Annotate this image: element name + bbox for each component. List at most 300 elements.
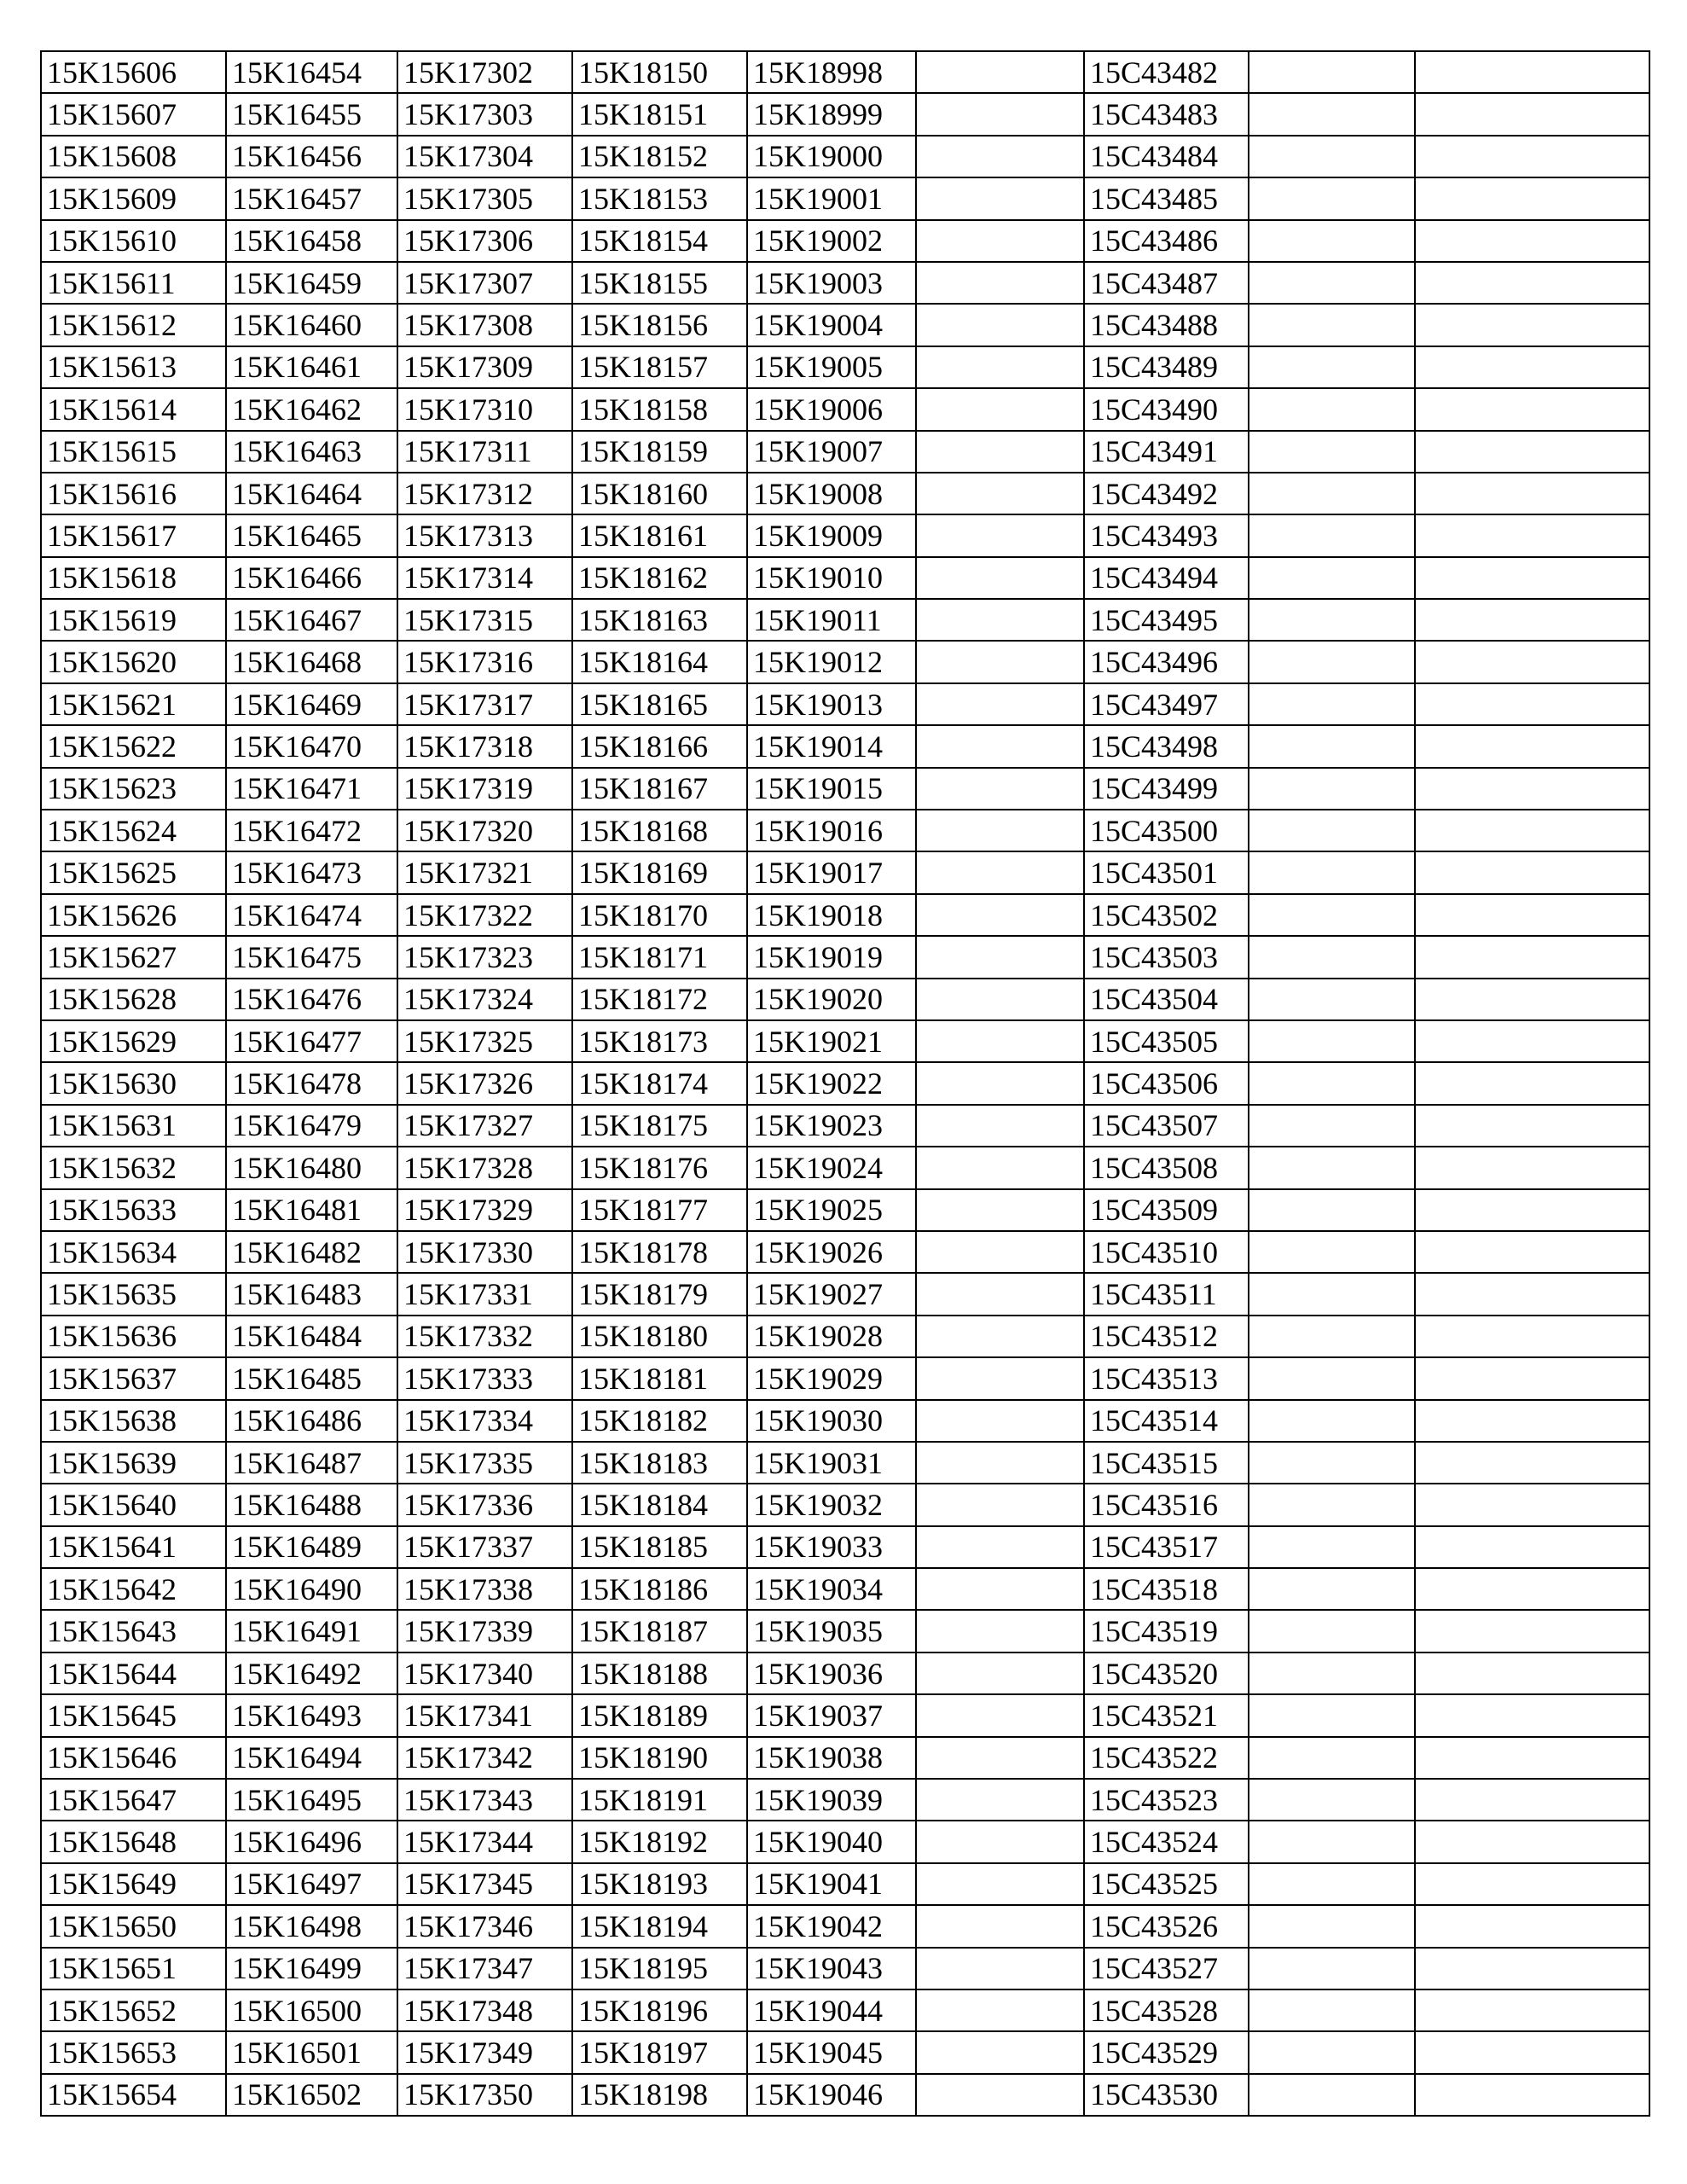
table-cell: 15K18157 xyxy=(572,346,747,388)
table-cell xyxy=(1249,1147,1415,1188)
table-cell: 15K18998 xyxy=(747,51,916,93)
table-cell xyxy=(1415,1400,1649,1442)
table-cell: 15C43495 xyxy=(1084,599,1249,641)
table-cell: 15K16496 xyxy=(226,1821,397,1862)
table-cell xyxy=(916,473,1084,514)
table-cell: 15C43524 xyxy=(1084,1821,1249,1862)
table-cell: 15K16476 xyxy=(226,979,397,1020)
table-row xyxy=(41,514,1649,556)
table-cell xyxy=(1249,1020,1415,1062)
table-cell xyxy=(1249,220,1415,262)
table-cell xyxy=(1249,1610,1415,1652)
table-cell xyxy=(916,979,1084,1020)
table-cell: 15K18166 xyxy=(572,725,747,767)
table-cell: 15K18999 xyxy=(747,93,916,135)
table-cell: 15K16468 xyxy=(226,641,397,682)
table-cell: 15K17335 xyxy=(397,1442,572,1484)
table-cell: 15C43496 xyxy=(1084,641,1249,682)
table-cell xyxy=(1249,641,1415,682)
table-cell: 15C43494 xyxy=(1084,557,1249,599)
table-cell xyxy=(1249,557,1415,599)
table-cell: 15K19003 xyxy=(747,262,916,304)
table-cell xyxy=(916,1948,1084,1989)
table-cell xyxy=(1415,177,1649,219)
table-cell xyxy=(1249,936,1415,978)
table-cell: 15C43502 xyxy=(1084,894,1249,936)
table-cell: 15K18151 xyxy=(572,93,747,135)
table-cell xyxy=(1249,1357,1415,1399)
table-cell: 15K17330 xyxy=(397,1231,572,1273)
table-cell xyxy=(1415,473,1649,514)
table-cell: 15K17345 xyxy=(397,1863,572,1905)
table-cell xyxy=(916,683,1084,725)
table-cell: 15K18153 xyxy=(572,177,747,219)
table-cell xyxy=(1249,1526,1415,1568)
table-cell: 15C43519 xyxy=(1084,1610,1249,1652)
table-cell xyxy=(916,1905,1084,1947)
table-cell: 15K18197 xyxy=(572,2031,747,2073)
table-cell: 15K16475 xyxy=(226,936,397,978)
table-cell: 15C43485 xyxy=(1084,177,1249,219)
table-cell: 15C43518 xyxy=(1084,1568,1249,1610)
table-cell: 15K15623 xyxy=(41,768,226,810)
table-cell: 15K17306 xyxy=(397,220,572,262)
table-cell: 15K18196 xyxy=(572,1989,747,2031)
table-row xyxy=(41,93,1649,135)
table-row xyxy=(41,851,1649,893)
table-cell: 15K15633 xyxy=(41,1189,226,1231)
table-cell: 15K16491 xyxy=(226,1610,397,1652)
table-cell xyxy=(1415,1105,1649,1147)
table-cell xyxy=(1415,1484,1649,1525)
table-cell: 15K15632 xyxy=(41,1147,226,1188)
table-cell: 15K19014 xyxy=(747,725,916,767)
registration-table xyxy=(40,50,1650,2117)
table-cell: 15K19044 xyxy=(747,1989,916,2031)
table-cell xyxy=(1415,851,1649,893)
table-cell: 15K16466 xyxy=(226,557,397,599)
table-cell: 15K17342 xyxy=(397,1737,572,1779)
table-cell: 15K16494 xyxy=(226,1737,397,1779)
table-cell: 15K19030 xyxy=(747,1400,916,1442)
table-row xyxy=(41,1610,1649,1652)
table-cell xyxy=(1415,220,1649,262)
table-cell xyxy=(1415,1020,1649,1062)
table-cell: 15K18180 xyxy=(572,1316,747,1357)
table-cell xyxy=(1249,93,1415,135)
table-cell: 15K15622 xyxy=(41,725,226,767)
table-row xyxy=(41,2031,1649,2073)
table-cell: 15K18198 xyxy=(572,2074,747,2116)
table-cell xyxy=(916,1989,1084,2031)
table-cell: 15K17347 xyxy=(397,1948,572,1989)
table-cell xyxy=(916,1273,1084,1315)
table-cell: 15K15634 xyxy=(41,1231,226,1273)
table-cell xyxy=(916,894,1084,936)
table-cell xyxy=(1415,936,1649,978)
table-cell xyxy=(1249,51,1415,93)
table-cell: 15C43492 xyxy=(1084,473,1249,514)
table-cell: 15K18179 xyxy=(572,1273,747,1315)
table-cell xyxy=(1415,346,1649,388)
table-cell: 15K15630 xyxy=(41,1062,226,1104)
table-cell: 15C43491 xyxy=(1084,431,1249,473)
table-cell: 15K19007 xyxy=(747,431,916,473)
table-cell: 15K18186 xyxy=(572,1568,747,1610)
table-cell: 15K19016 xyxy=(747,810,916,851)
table-cell: 15K15652 xyxy=(41,1989,226,2031)
table-cell: 15C43482 xyxy=(1084,51,1249,93)
table-cell xyxy=(916,1020,1084,1062)
table-cell: 15K18187 xyxy=(572,1610,747,1652)
table-cell: 15K17333 xyxy=(397,1357,572,1399)
table-row xyxy=(41,1568,1649,1610)
table-cell: 15K16489 xyxy=(226,1526,397,1568)
table-cell: 15K18150 xyxy=(572,51,747,93)
table-row xyxy=(41,1442,1649,1484)
table-cell: 15K18160 xyxy=(572,473,747,514)
table-cell: 15K19025 xyxy=(747,1189,916,1231)
table-cell: 15K15626 xyxy=(41,894,226,936)
table-cell: 15K19020 xyxy=(747,979,916,1020)
table-cell xyxy=(1415,1442,1649,1484)
table-cell: 15K17311 xyxy=(397,431,572,473)
table-cell xyxy=(916,220,1084,262)
table-cell: 15K15644 xyxy=(41,1653,226,1694)
table-cell: 15K18171 xyxy=(572,936,747,978)
table-cell: 15K18188 xyxy=(572,1653,747,1694)
table-cell xyxy=(916,262,1084,304)
table-cell xyxy=(1415,136,1649,177)
table-cell xyxy=(916,1653,1084,1694)
table-cell: 15K19009 xyxy=(747,514,916,556)
table-cell: 15K16473 xyxy=(226,851,397,893)
table-cell: 15K19012 xyxy=(747,641,916,682)
table-row xyxy=(41,979,1649,1020)
table-cell: 15K19010 xyxy=(747,557,916,599)
table-cell: 15K15627 xyxy=(41,936,226,978)
table-row xyxy=(41,1737,1649,1779)
table-row xyxy=(41,1821,1649,1862)
table-cell: 15K18184 xyxy=(572,1484,747,1525)
table-cell: 15K19026 xyxy=(747,1231,916,1273)
table-cell xyxy=(916,346,1084,388)
table-cell: 15K17312 xyxy=(397,473,572,514)
table-cell xyxy=(1249,2074,1415,2116)
table-cell: 15C43487 xyxy=(1084,262,1249,304)
table-cell: 15K16502 xyxy=(226,2074,397,2116)
table-cell: 15C43500 xyxy=(1084,810,1249,851)
table-row xyxy=(41,1905,1649,1947)
table-cell xyxy=(1415,979,1649,1020)
table-cell xyxy=(916,1442,1084,1484)
table-cell xyxy=(916,1863,1084,1905)
table-cell: 15K19002 xyxy=(747,220,916,262)
table-cell: 15C43507 xyxy=(1084,1105,1249,1147)
table-cell: 15K17314 xyxy=(397,557,572,599)
table-cell xyxy=(1415,51,1649,93)
table-cell: 15C43503 xyxy=(1084,936,1249,978)
table-cell: 15K17318 xyxy=(397,725,572,767)
table-cell xyxy=(1249,177,1415,219)
table-cell: 15K19041 xyxy=(747,1863,916,1905)
table-cell: 15K19013 xyxy=(747,683,916,725)
table-cell xyxy=(1249,1231,1415,1273)
table-cell xyxy=(1415,683,1649,725)
table-cell: 15K18159 xyxy=(572,431,747,473)
table-cell xyxy=(1415,599,1649,641)
table-cell: 15K15648 xyxy=(41,1821,226,1862)
table-cell: 15K18183 xyxy=(572,1442,747,1484)
table-cell: 15K17315 xyxy=(397,599,572,641)
table-cell: 15C43526 xyxy=(1084,1905,1249,1947)
table-cell: 15K15614 xyxy=(41,388,226,430)
table-cell: 15C43514 xyxy=(1084,1400,1249,1442)
table-cell: 15C43505 xyxy=(1084,1020,1249,1062)
table-cell: 15K15621 xyxy=(41,683,226,725)
table-cell xyxy=(1415,514,1649,556)
table-cell: 15K15628 xyxy=(41,979,226,1020)
table-cell: 15C43527 xyxy=(1084,1948,1249,1989)
table-cell: 15K15611 xyxy=(41,262,226,304)
table-row xyxy=(41,1189,1649,1231)
table-cell xyxy=(916,2074,1084,2116)
table-cell xyxy=(1415,1062,1649,1104)
table-cell: 15K19043 xyxy=(747,1948,916,1989)
table-cell: 15K17323 xyxy=(397,936,572,978)
table-cell xyxy=(1249,1653,1415,1694)
table-cell: 15K15636 xyxy=(41,1316,226,1357)
table-cell: 15K16482 xyxy=(226,1231,397,1273)
table-cell xyxy=(916,304,1084,346)
table-cell: 15K16465 xyxy=(226,514,397,556)
table-cell: 15K18181 xyxy=(572,1357,747,1399)
table-cell: 15K18161 xyxy=(572,514,747,556)
table-cell: 15K19045 xyxy=(747,2031,916,2073)
table-row xyxy=(41,1316,1649,1357)
table-cell xyxy=(1249,1442,1415,1484)
table-cell: 15K15620 xyxy=(41,641,226,682)
table-row xyxy=(41,1147,1649,1188)
table-cell xyxy=(916,1484,1084,1525)
table-cell xyxy=(1249,514,1415,556)
table-cell: 15K19021 xyxy=(747,1020,916,1062)
table-cell: 15K16486 xyxy=(226,1400,397,1442)
table-cell: 15K17328 xyxy=(397,1147,572,1188)
table-cell: 15K19039 xyxy=(747,1779,916,1821)
table-cell: 15K18163 xyxy=(572,599,747,641)
table-row xyxy=(41,641,1649,682)
table-cell: 15K18164 xyxy=(572,641,747,682)
table-cell xyxy=(1249,1821,1415,1862)
table-cell: 15K15624 xyxy=(41,810,226,851)
table-cell xyxy=(916,557,1084,599)
table-cell xyxy=(1249,1062,1415,1104)
table-cell xyxy=(1249,1568,1415,1610)
table-cell: 15K18189 xyxy=(572,1694,747,1736)
table-row xyxy=(41,2074,1649,2116)
table-cell xyxy=(916,1147,1084,1188)
table-cell: 15K19008 xyxy=(747,473,916,514)
table-cell: 15K18172 xyxy=(572,979,747,1020)
table-cell: 15C43523 xyxy=(1084,1779,1249,1821)
table-row xyxy=(41,388,1649,430)
table-cell: 15K17304 xyxy=(397,136,572,177)
table-cell: 15K16454 xyxy=(226,51,397,93)
table-cell: 15K19000 xyxy=(747,136,916,177)
table-cell: 15K18152 xyxy=(572,136,747,177)
table-cell: 15K18158 xyxy=(572,388,747,430)
table-cell: 15K15645 xyxy=(41,1694,226,1736)
table-row xyxy=(41,1863,1649,1905)
table-cell xyxy=(916,725,1084,767)
table-cell xyxy=(1415,1231,1649,1273)
table-cell xyxy=(1415,725,1649,767)
table-cell: 15K17308 xyxy=(397,304,572,346)
table-cell: 15K17302 xyxy=(397,51,572,93)
table-cell: 15K17332 xyxy=(397,1316,572,1357)
table-cell xyxy=(916,431,1084,473)
table-cell xyxy=(1249,1948,1415,1989)
table-cell: 15K18154 xyxy=(572,220,747,262)
table-row xyxy=(41,220,1649,262)
table-cell: 15C43497 xyxy=(1084,683,1249,725)
table-cell: 15C43488 xyxy=(1084,304,1249,346)
registration-table-body xyxy=(41,51,1649,2116)
table-row xyxy=(41,599,1649,641)
table-row xyxy=(41,304,1649,346)
table-cell: 15K18170 xyxy=(572,894,747,936)
table-cell: 15K19031 xyxy=(747,1442,916,1484)
table-row xyxy=(41,725,1649,767)
table-cell xyxy=(916,51,1084,93)
table-cell xyxy=(1415,894,1649,936)
table-cell: 15K17317 xyxy=(397,683,572,725)
table-row xyxy=(41,557,1649,599)
table-cell: 15K16495 xyxy=(226,1779,397,1821)
table-cell xyxy=(1415,431,1649,473)
table-cell: 15K18177 xyxy=(572,1189,747,1231)
table-cell: 15C43509 xyxy=(1084,1189,1249,1231)
table-cell: 15C43504 xyxy=(1084,979,1249,1020)
table-cell: 15K15606 xyxy=(41,51,226,93)
table-cell: 15K17327 xyxy=(397,1105,572,1147)
table-cell: 15K19024 xyxy=(747,1147,916,1188)
table-cell xyxy=(916,1610,1084,1652)
table-cell: 15C43525 xyxy=(1084,1863,1249,1905)
table-cell: 15C43508 xyxy=(1084,1147,1249,1188)
table-cell xyxy=(916,93,1084,135)
table-cell xyxy=(1415,1821,1649,1862)
table-cell: 15K18192 xyxy=(572,1821,747,1862)
table-cell: 15K16501 xyxy=(226,2031,397,2073)
table-cell: 15K15649 xyxy=(41,1863,226,1905)
table-cell: 15K18156 xyxy=(572,304,747,346)
table-cell xyxy=(916,768,1084,810)
table-cell: 15K19019 xyxy=(747,936,916,978)
table-row xyxy=(41,346,1649,388)
table-row xyxy=(41,1989,1649,2031)
table-cell: 15K19038 xyxy=(747,1737,916,1779)
table-cell xyxy=(1249,725,1415,767)
table-cell: 15K15613 xyxy=(41,346,226,388)
table-cell: 15K16461 xyxy=(226,346,397,388)
table-cell: 15K16480 xyxy=(226,1147,397,1188)
table-row xyxy=(41,262,1649,304)
table-cell: 15K15650 xyxy=(41,1905,226,1947)
table-cell: 15C43486 xyxy=(1084,220,1249,262)
table-cell xyxy=(1415,262,1649,304)
table-cell: 15K16456 xyxy=(226,136,397,177)
table-cell: 15K16477 xyxy=(226,1020,397,1062)
table-cell: 15K17324 xyxy=(397,979,572,1020)
table-cell: 15K16497 xyxy=(226,1863,397,1905)
table-cell xyxy=(1415,1737,1649,1779)
table-cell: 15C43493 xyxy=(1084,514,1249,556)
table-cell: 15K19040 xyxy=(747,1821,916,1862)
table-cell xyxy=(1415,810,1649,851)
table-cell xyxy=(1249,599,1415,641)
table-cell: 15K15642 xyxy=(41,1568,226,1610)
table-cell: 15K19027 xyxy=(747,1273,916,1315)
table-row xyxy=(41,810,1649,851)
table-cell: 15K17336 xyxy=(397,1484,572,1525)
table-cell: 15K18182 xyxy=(572,1400,747,1442)
table-cell: 15K19029 xyxy=(747,1357,916,1399)
table-row xyxy=(41,1484,1649,1525)
table-cell: 15K18195 xyxy=(572,1948,747,1989)
table-cell: 15C43517 xyxy=(1084,1526,1249,1568)
table-cell: 15K18178 xyxy=(572,1231,747,1273)
table-cell: 15K16457 xyxy=(226,177,397,219)
table-cell xyxy=(1415,1189,1649,1231)
table-row xyxy=(41,1526,1649,1568)
table-cell xyxy=(1249,473,1415,514)
table-cell: 15K16478 xyxy=(226,1062,397,1104)
table-cell: 15K15646 xyxy=(41,1737,226,1779)
table-cell xyxy=(916,936,1084,978)
table-row xyxy=(41,1357,1649,1399)
table-cell: 15C43484 xyxy=(1084,136,1249,177)
table-cell xyxy=(1249,979,1415,1020)
table-cell: 15C43498 xyxy=(1084,725,1249,767)
table-cell: 15K16459 xyxy=(226,262,397,304)
table-cell xyxy=(916,810,1084,851)
table-cell xyxy=(1249,1779,1415,1821)
table-cell xyxy=(1415,1568,1649,1610)
table-cell: 15K18191 xyxy=(572,1779,747,1821)
table-cell xyxy=(1249,1105,1415,1147)
table-cell: 15K16474 xyxy=(226,894,397,936)
table-cell: 15C43528 xyxy=(1084,1989,1249,2031)
table-row xyxy=(41,473,1649,514)
table-cell: 15K18193 xyxy=(572,1863,747,1905)
table-cell xyxy=(1249,2031,1415,2073)
table-row xyxy=(41,431,1649,473)
table-cell: 15K15619 xyxy=(41,599,226,641)
table-cell: 15K19022 xyxy=(747,1062,916,1104)
table-row xyxy=(41,894,1649,936)
table-cell xyxy=(1415,388,1649,430)
table-cell: 15K18176 xyxy=(572,1147,747,1188)
table-cell: 15K19017 xyxy=(747,851,916,893)
table-cell: 15K15625 xyxy=(41,851,226,893)
table-cell: 15K19023 xyxy=(747,1105,916,1147)
table-cell: 15K15651 xyxy=(41,1948,226,1989)
table-cell: 15K16460 xyxy=(226,304,397,346)
table-cell xyxy=(1249,1863,1415,1905)
table-cell: 15K18174 xyxy=(572,1062,747,1104)
